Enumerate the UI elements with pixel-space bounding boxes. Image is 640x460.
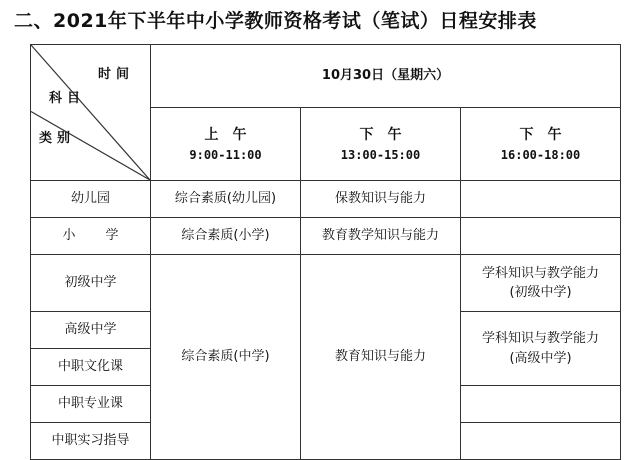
subject-cell: [461, 312, 621, 386]
table-header-row-date: [31, 45, 621, 108]
corner-header-cell: [31, 45, 151, 181]
session-label: 上午: [204, 126, 261, 143]
corner-label-subject: 科目: [49, 91, 86, 106]
subject-line: (高级中学): [509, 350, 572, 366]
category-cell: 中职实习指导: [31, 423, 151, 460]
session-label: 下午: [359, 126, 416, 143]
subject-cell-merged: 教育知识与能力: [301, 255, 461, 460]
session-header-afternoon-1: [301, 108, 461, 181]
corner-label-category: 类别: [39, 131, 76, 146]
category-cell: 高级中学: [31, 312, 151, 349]
subject-cell: 教育教学知识与能力: [301, 218, 461, 255]
subject-cell: 保教知识与能力: [301, 181, 461, 218]
subject-cell-merged: 综合素质(中学): [151, 255, 301, 460]
subject-line: (初级中学): [509, 285, 572, 300]
subject-cell: [461, 255, 621, 312]
table-row-kindergarten: [31, 181, 621, 218]
corner-label-time: 时间: [97, 67, 134, 82]
category-cell: 幼儿园: [31, 181, 151, 218]
subject-cell-empty: [461, 218, 621, 255]
category-cell: 初级中学: [31, 255, 151, 312]
subject-line: 学科知识与教学能力: [482, 265, 600, 281]
exam-schedule-table: [30, 44, 621, 460]
exam-date-cell: 10月30日（星期六）: [151, 45, 621, 108]
session-time: 9:00-11:00: [189, 147, 262, 162]
session-time: 16:00-18:00: [500, 147, 581, 162]
page-title: 二、2021年下半年中小学教师资格考试（笔试）日程安排表: [14, 10, 537, 32]
table-row-primary: [31, 218, 621, 255]
session-header-afternoon-2: [461, 108, 621, 181]
table-row-junior-high: [31, 255, 621, 312]
session-time: 13:00-15:00: [340, 147, 421, 162]
category-cell: [31, 218, 151, 255]
category-cell: 中职专业课: [31, 386, 151, 423]
session-header-morning: [151, 108, 301, 181]
subject-cell-empty: [461, 181, 621, 218]
category-label: 小学: [62, 228, 149, 244]
session-label: 下午: [519, 126, 576, 143]
subject-cell: 综合素质(小学): [151, 218, 301, 255]
category-cell: 中职文化课: [31, 349, 151, 386]
subject-cell-empty: [461, 386, 621, 423]
subject-line: 学科知识与教学能力: [482, 331, 600, 346]
subject-cell: 综合素质(幼儿园): [151, 181, 301, 218]
